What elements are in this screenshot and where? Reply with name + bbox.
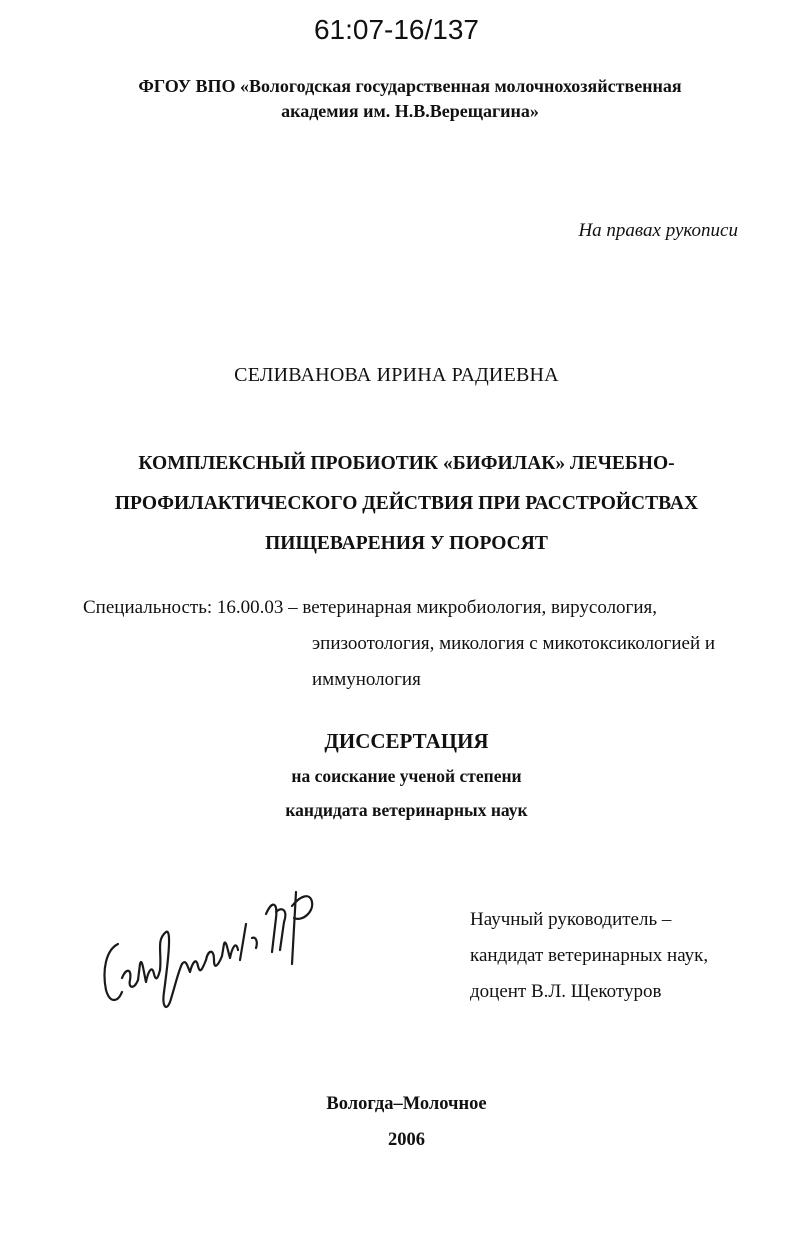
advisor-line-3: доцент В.Л. Щекотуров [470, 981, 662, 1002]
archive-code: 61:07-16/137 [313, 14, 480, 45]
title-line-2: ПРОФИЛАКТИЧЕСКОГО ДЕЙСТВИЯ ПРИ РАССТРОЙСТВАХ [114, 493, 699, 514]
scientific-advisor [470, 902, 708, 1010]
author-name: СЕЛИВАНОВА ИРИНА РАДИЕВНА [234, 364, 559, 386]
degree-line-2: кандидата ветеринарных наук [285, 800, 528, 820]
specialty-line-2: эпизоотология, микология с микотоксикологией и [312, 633, 716, 654]
advisor-line-1: Научный руководитель – [470, 909, 672, 930]
advisor-line-2: кандидат ветеринарных наук, [470, 945, 709, 966]
specialty-block [83, 590, 763, 698]
dissertation-block [0, 723, 793, 827]
title-line-3: ПИЩЕВАРЕНИЯ У ПОРОСЯТ [265, 533, 548, 554]
dissertation-title [60, 444, 753, 564]
publication-place-year [0, 1086, 793, 1158]
institution-line-2: академия им. Н.В.Верещагина» [281, 101, 539, 121]
institution-line-1: ФГОУ ВПО «Вологодская государственная молочнохозяйственная [138, 76, 682, 96]
dissertation-label: ДИССЕРТАЦИЯ [324, 729, 489, 753]
specialty-line-3: иммунология [312, 669, 421, 690]
year: 2006 [388, 1130, 425, 1150]
specialty-line-1: Специальность: 16.00.03 – ветеринарная микробиология, вирусология, [83, 597, 658, 618]
city: Вологда–Молочное [326, 1094, 487, 1114]
handwritten-signature [96, 852, 336, 1027]
title-line-1: КОМПЛЕКСНЫЙ ПРОБИОТИК «БИФИЛАК» ЛЕЧЕБНО- [138, 453, 675, 474]
degree-line-1: на соискание ученой степени [291, 766, 522, 786]
manuscript-rights-note: На правах рукописи [578, 220, 738, 241]
institution-name [60, 74, 760, 124]
